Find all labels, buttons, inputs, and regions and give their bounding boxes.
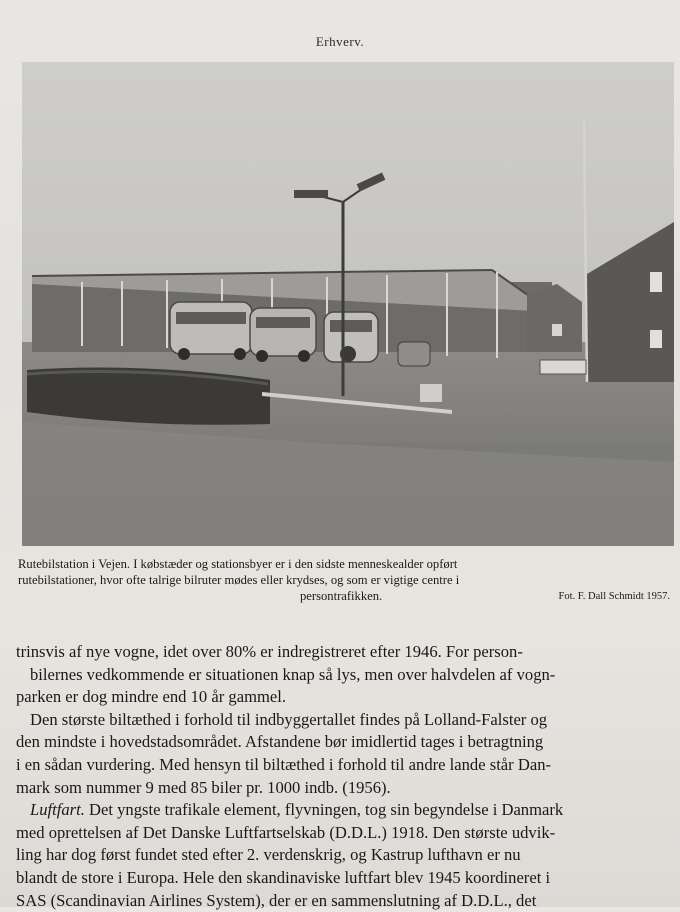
text-line — [16, 799, 676, 822]
photo-credit: Fot. F. Dall Schmidt 1957. — [558, 591, 670, 602]
text-line-rest: Det yngste trafikale element, flyvningen, tog sin begyndelse i Danmark — [89, 800, 564, 820]
caption-line-text: persontrafikken. — [300, 589, 383, 603]
text-line: SAS (Scandinavian Airlines System), der er en sammenslutning af D.D.L., det — [16, 890, 537, 910]
photograph-bus-station — [22, 62, 674, 546]
text-line: ling har dog først fundet sted efter 2. verdenskrig, og Kastrup lufthavn er nu — [16, 845, 521, 865]
running-head: Erhverv. — [315, 34, 365, 49]
text-line: trinsvis af nye vogne, idet over 80% er indregistreret efter 1946. For person- — [16, 642, 523, 661]
caption-line: Rutebilstation i Vejen. I købstæder og stationsbyer er i den sidste menneskealder opført — [18, 557, 458, 571]
text-line: blandt de store i Europa. Hele den skandinaviske luftfart blev 1945 koordineret i — [16, 867, 551, 887]
text-line: med oprettelsen af Det Danske Luftfartselskab (D.D.L.) 1918. Den største udvik- — [16, 822, 556, 842]
text-line: parken er dog mindre end 10 år gammel. — [16, 687, 287, 707]
caption-line — [18, 588, 676, 604]
photo-caption — [18, 556, 676, 604]
text-line: bilernes vedkommende er situationen knap så lys, men over halvdelen af vogn- — [30, 664, 556, 684]
caption-line: rutebilstationer, hvor ofte talrige bilruter mødes eller krydses, og som er vigtige centre i — [18, 573, 460, 587]
text-line: Den største biltæthed i forhold til indbyggertallet findes på Lolland-Falster og — [30, 709, 548, 729]
text-line: den mindste i hovedstadsområdet. Afstandene bør imidlertid tages i betragtning — [16, 732, 544, 752]
text-line: i en sådan vurdering. Med hensyn til biltæthed i forhold til andre lande står Dan- — [16, 754, 552, 774]
text-line: mark som nummer 9 med 85 biler pr. 1000 indb. (1956). — [16, 777, 391, 797]
body-text — [16, 641, 676, 912]
italic-lead: Luftfart. — [30, 800, 85, 820]
